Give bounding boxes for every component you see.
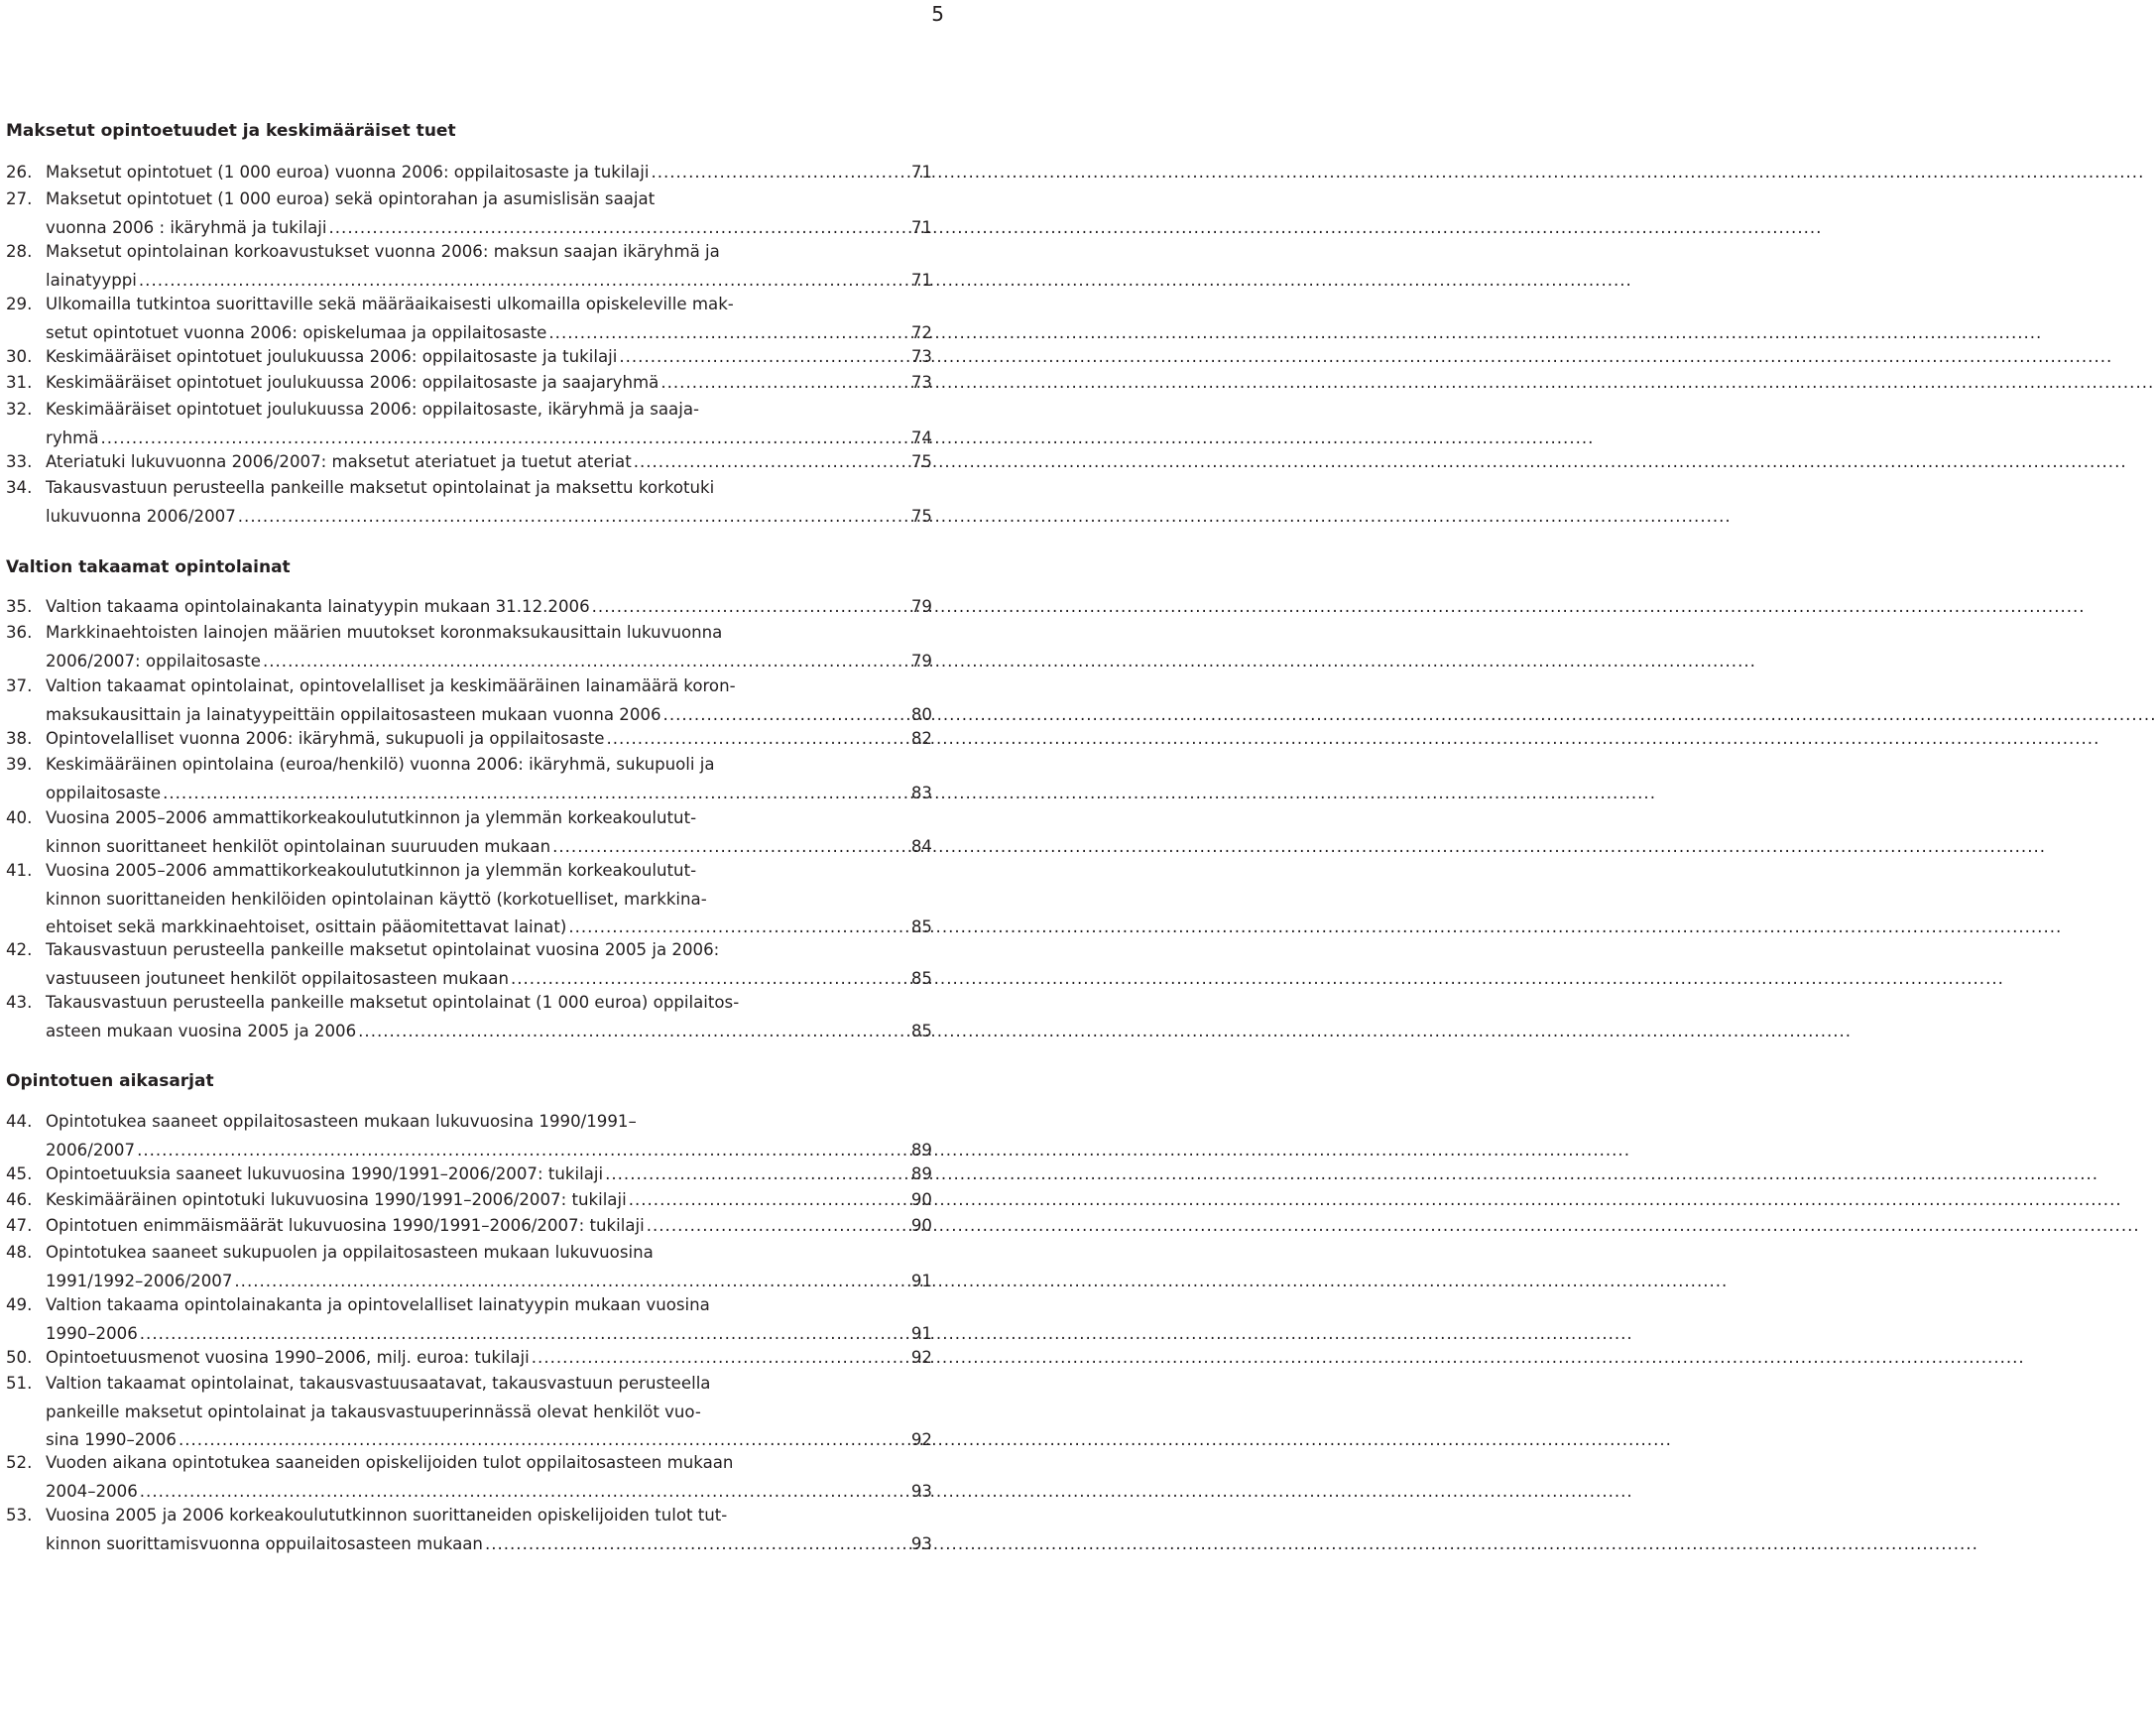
toc-entry[interactable]: [6, 725, 932, 754]
entry-page: 89: [910, 1164, 932, 1183]
entry-title: Keskimääräiset opintotuet joulukuussa 2006: oppilaitosaste ja saajaryhmä: [46, 373, 659, 392]
entry-page: 90: [910, 1216, 932, 1235]
toc-entry[interactable]: [6, 1212, 932, 1241]
entry-page: 71: [910, 270, 932, 290]
entry-number: 40.: [6, 808, 33, 827]
toc-entry[interactable]: [6, 804, 932, 861]
entry-page: 91: [910, 1323, 932, 1343]
entry-title: Keskimääräiset opintotuet joulukuussa 2006: oppilaitosaste, ikäryhmä ja saaja-: [46, 400, 699, 419]
leader-dots: [659, 369, 2154, 398]
entry-page: 92: [910, 1430, 932, 1450]
entry-page: 83: [910, 783, 932, 802]
entry-page: 93: [910, 1533, 932, 1553]
entry-number: 34.: [6, 478, 33, 497]
entry-title: Vuosina 2005–2006 ammattikorkeakoulututkinnon ja ylemmän korkeakoulutut-: [46, 808, 697, 827]
entry-title: Opintovelalliset vuonna 2006: ikäryhmä, sukupuoli ja oppilaitosaste: [46, 729, 605, 748]
entry-page: 85: [910, 917, 932, 937]
entry-page: 80: [910, 704, 932, 724]
entry-number: 51.: [6, 1374, 33, 1393]
entry-page: 71: [910, 217, 932, 237]
toc-entry[interactable]: [6, 448, 932, 477]
entry-number: 43.: [6, 993, 33, 1012]
entry-number: 27.: [6, 189, 33, 208]
entry-title: Keskimääräinen opintotuki lukuvuosina 1990/1991–2006/2007: tukilaji: [46, 1190, 627, 1209]
leader-dots: [632, 448, 2127, 477]
entry-number: 29.: [6, 295, 33, 313]
entry-page: 90: [910, 1190, 932, 1209]
toc-entry[interactable]: [6, 672, 932, 729]
entry-page: 75: [910, 506, 932, 526]
entry-number: 50.: [6, 1348, 33, 1367]
entry-number: 42.: [6, 940, 33, 959]
entry-title: Opintoetuuksia saaneet lukuvuosina 1990/1991–2006/2007: tukilaji: [46, 1164, 604, 1183]
leader-dots: [604, 725, 2099, 754]
entry-title-cont: 2004–2006: [46, 1481, 138, 1501]
entry-title: Vuosina 2005–2006 ammattikorkeakoulututkinnon ja ylemmän korkeakoulutut-: [46, 861, 697, 880]
entry-number: 45.: [6, 1164, 33, 1183]
leader-dots: [161, 780, 1656, 808]
entry-number: 48.: [6, 1243, 33, 1262]
entry-title: Opintotuen enimmäismäärät lukuvuosina 1990/1991–2006/2007: tukilaji: [46, 1216, 645, 1235]
entry-title-cont: kinnon suorittaneet henkilöt opintolainan suuruuden mukaan: [46, 836, 551, 856]
entry-page: 73: [910, 347, 932, 366]
entry-title-cont: 1990–2006: [46, 1323, 138, 1343]
entry-number: 44.: [6, 1112, 33, 1131]
entry-number: 28.: [6, 242, 33, 261]
section-heading: Maksetut opintoetuudet ja keskimääräiset tuet: [6, 121, 456, 141]
entry-page: 93: [910, 1481, 932, 1501]
toc-entry[interactable]: [6, 1160, 932, 1189]
toc-entry[interactable]: [6, 989, 932, 1045]
entry-title-cont: 2006/2007: [46, 1140, 136, 1160]
entry-title: Keskimääräinen opintolaina (euroa/henkilö) vuonna 2006: ikäryhmä, sukupuoli ja: [46, 755, 715, 774]
leader-dots: [530, 1344, 2025, 1373]
entry-number: 26.: [6, 163, 33, 182]
toc-entry[interactable]: [6, 396, 932, 452]
leader-dots: [645, 1212, 2140, 1241]
entry-title-cont: lukuvuonna 2006/2007: [46, 506, 236, 526]
entry-number: 36.: [6, 623, 33, 642]
toc-entry[interactable]: [6, 857, 932, 942]
entry-title-cont: 1991/1992–2006/2007: [46, 1271, 233, 1290]
leader-dots: [590, 593, 2086, 622]
entry-page: 89: [910, 1140, 932, 1160]
entry-title-cont: asteen mukaan vuosina 2005 ja 2006: [46, 1021, 357, 1040]
section-heading: Opintotuen aikasarjat: [6, 1071, 214, 1091]
entry-title-cont: vuonna 2006 : ikäryhmä ja tukilaji: [46, 217, 327, 237]
leader-dots: [261, 648, 1756, 676]
entry-title: Ateriatuki lukuvuonna 2006/2007: maksetut ateriatuet ja tuetut ateriat: [46, 452, 632, 471]
leader-dots: [603, 1160, 2098, 1189]
toc-entry[interactable]: [6, 936, 932, 993]
entry-title: Takausvastuun perusteella pankeille maksetut opintolainat (1 000 euroa) oppilaitos-: [46, 993, 740, 1012]
entry-page: 72: [910, 322, 932, 342]
entry-number: 46.: [6, 1190, 33, 1209]
entry-number: 33.: [6, 452, 33, 471]
leader-dots: [617, 343, 2112, 372]
entry-page: 73: [910, 373, 932, 392]
toc-entry[interactable]: [6, 369, 932, 398]
toc-entry[interactable]: [6, 751, 932, 807]
entry-title: Valtion takaamat opintolainat, opintovelalliset ja keskimääräinen lainamäärä koron-: [46, 676, 736, 695]
leader-dots: [627, 1186, 2122, 1215]
toc-entry[interactable]: [6, 291, 932, 347]
entry-number: 30.: [6, 347, 33, 366]
entry-page: 74: [910, 427, 932, 447]
entry-title: Keskimääräiset opintotuet joulukuussa 2006: oppilaitosaste ja tukilaji: [46, 347, 618, 366]
entry-title: Ulkomailla tutkintoa suorittaville sekä määräaikaisesti ulkomailla opiskeleville mak-: [46, 295, 734, 313]
entry-title-cont: ehtoiset sekä markkinaehtoiset, osittain pääomitettavat lainat): [46, 917, 567, 937]
toc-entry[interactable]: [6, 1239, 932, 1295]
entry-title: Takausvastuun perusteella pankeille maksetut opintolainat ja maksettu korkotuki: [46, 478, 715, 497]
entry-title-cont: kinnon suorittaneiden henkilöiden opintolainan käyttö (korkotuelliset, markkina-: [46, 889, 707, 909]
entry-title: Opintoetuusmenot vuosina 1990–2006, milj. euroa: tukilaji: [46, 1348, 530, 1367]
page-number: 5: [931, 2, 944, 26]
toc-entry[interactable]: [6, 593, 932, 622]
entry-number: 52.: [6, 1453, 33, 1472]
entry-title: Takausvastuun perusteella pankeille maksetut opintolainat vuosina 2005 ja 2006:: [46, 940, 720, 959]
entry-title: Markkinaehtoisten lainojen määrien muutokset koronmaksukausittain lukuvuonna: [46, 623, 723, 642]
entry-number: 41.: [6, 861, 33, 880]
entry-title-cont: 2006/2007: oppilaitosaste: [46, 651, 261, 671]
entry-title-cont: vastuuseen joutuneet henkilöt oppilaitosasteen mukaan: [46, 968, 509, 988]
toc-entry[interactable]: [6, 1291, 932, 1348]
toc-entry[interactable]: [6, 619, 932, 675]
entry-title: Opintotukea saaneet sukupuolen ja oppilaitosasteen mukaan lukuvuosina: [46, 1243, 654, 1262]
entry-title: Valtion takaamat opintolainat, takausvastuusaatavat, takausvastuun perusteella: [46, 1374, 711, 1393]
entry-page: 85: [910, 968, 932, 988]
entry-page: 79: [910, 651, 932, 671]
leader-dots: [236, 503, 1732, 532]
entry-number: 32.: [6, 400, 33, 419]
toc-entry[interactable]: [6, 1449, 932, 1506]
entry-number: 49.: [6, 1295, 33, 1314]
entry-number: 37.: [6, 676, 33, 695]
entry-number: 47.: [6, 1216, 33, 1235]
toc-entry[interactable]: [6, 1370, 932, 1455]
entry-title: Valtion takaama opintolainakanta ja opintovelalliset lainatyypin mukaan vuosina: [46, 1295, 710, 1314]
entry-page: 75: [910, 452, 932, 471]
entry-title-cont: maksukausittain ja lainatyypeittäin oppilaitosasteen mukaan vuonna 2006: [46, 704, 661, 724]
entry-number: 38.: [6, 729, 33, 748]
toc-entry[interactable]: [6, 1502, 932, 1558]
entry-page: 71: [910, 163, 932, 182]
toc-entry[interactable]: [6, 1186, 932, 1215]
entry-title: Vuosina 2005 ja 2006 korkeakoulututkinnon suorittaneiden opiskelijoiden tulot tut-: [46, 1506, 728, 1525]
entry-number: 35.: [6, 597, 33, 616]
entry-title: Maksetut opintotuet (1 000 euroa) sekä opintorahan ja asumislisän saajat: [46, 189, 656, 208]
leader-dots: [649, 159, 2144, 187]
entry-title-cont: lainatyyppi: [46, 270, 137, 290]
toc-entry[interactable]: [6, 343, 932, 372]
entry-title: Valtion takaama opintolainakanta lainatyypin mukaan 31.12.2006: [46, 597, 590, 616]
toc-entry[interactable]: [6, 1108, 932, 1164]
entry-page: 91: [910, 1271, 932, 1290]
entry-page: 82: [910, 729, 932, 748]
entry-number: 39.: [6, 755, 33, 774]
toc-entry[interactable]: [6, 1344, 932, 1373]
entry-page: 85: [910, 1021, 932, 1040]
entry-title: Maksetut opintotuet (1 000 euroa) vuonna 2006: oppilaitosaste ja tukilaji: [46, 163, 650, 182]
toc-entry[interactable]: [6, 159, 932, 187]
entry-title-cont: oppilaitosaste: [46, 783, 162, 802]
entry-title: Maksetut opintolainan korkoavustukset vuonna 2006: maksun saajan ikäryhmä ja: [46, 242, 720, 261]
entry-title-cont: setut opintotuet vuonna 2006: opiskelumaa ja oppilaitosaste: [46, 322, 547, 342]
entry-page: 84: [910, 836, 932, 856]
toc-entry[interactable]: [6, 238, 932, 295]
entry-title: Opintotukea saaneet oppilaitosasteen mukaan lukuvuosina 1990/1991–: [46, 1112, 637, 1131]
toc-entry[interactable]: [6, 185, 932, 242]
entry-number: 53.: [6, 1506, 33, 1525]
section-heading: Valtion takaamat opintolainat: [6, 557, 291, 577]
leader-dots: [356, 1018, 1852, 1046]
entry-number: 31.: [6, 373, 33, 392]
entry-page: 79: [910, 597, 932, 616]
entry-page: 92: [910, 1348, 932, 1367]
entry-title: Vuoden aikana opintotukea saaneiden opiskelijoiden tulot oppilaitosasteen mukaan: [46, 1453, 734, 1472]
entry-title-cont: sina 1990–2006: [46, 1430, 177, 1450]
entry-title-cont: ryhmä: [46, 427, 99, 447]
leader-dots: [483, 1530, 1978, 1559]
entry-title-cont: kinnon suorittamisvuonna oppuilaitosasteen mukaan: [46, 1533, 483, 1553]
toc-entry[interactable]: [6, 474, 932, 531]
entry-title-cont: pankeille maksetut opintolainat ja takausvastuuperinnässä olevat henkilöt vuo-: [46, 1402, 701, 1421]
